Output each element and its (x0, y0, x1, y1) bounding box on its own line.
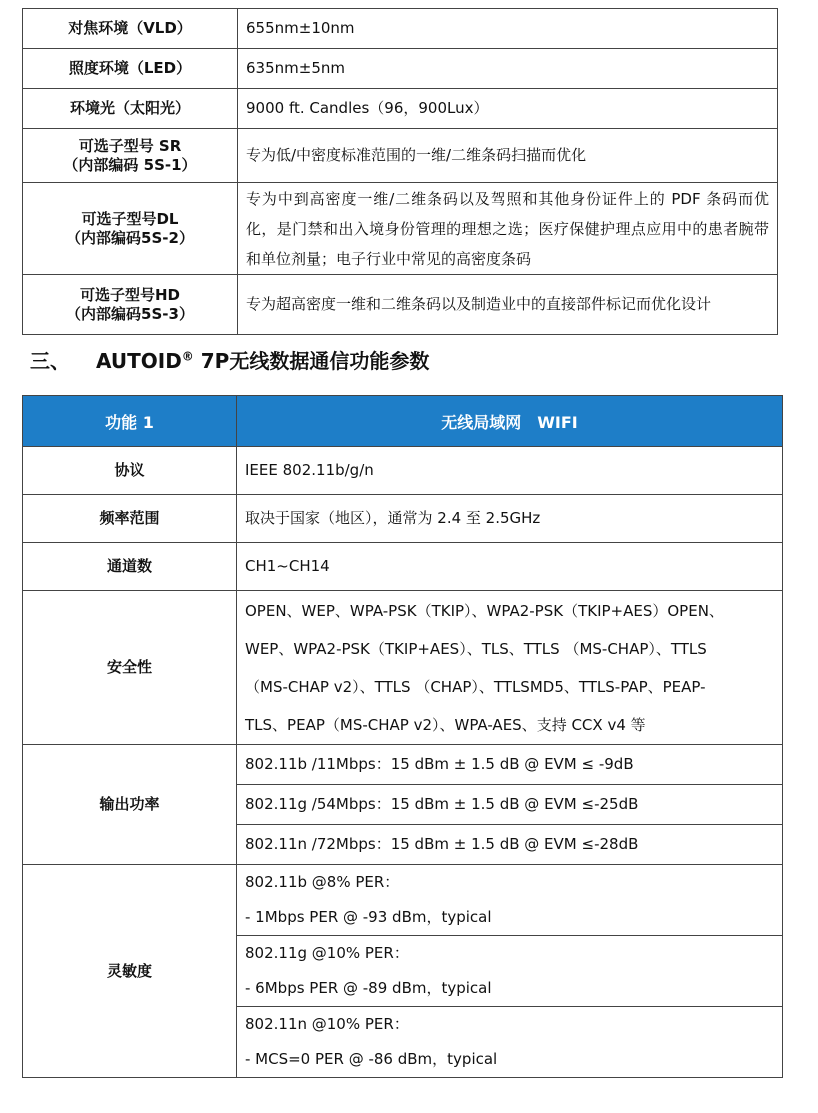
sensitivity-line1: 802.11n @10% PER： (245, 1015, 409, 1033)
table-row (23, 183, 778, 275)
security-label: 安全性 (23, 591, 237, 745)
sensitivity-value (237, 1007, 783, 1078)
output-power-label: 输出功率 (23, 745, 237, 865)
sensitivity-line2: - MCS=0 PER @ -86 dBm，typical (245, 1050, 498, 1068)
sensitivity-line1: 802.11b @8% PER： (245, 873, 400, 891)
row-label-line2: （内部编码5S-3） (66, 304, 194, 323)
sensitivity-line2: - 6Mbps PER @ -89 dBm，typical (245, 979, 492, 997)
sensitivity-line1: 802.11g @10% PER： (245, 944, 409, 962)
table-row (23, 543, 783, 591)
row-label (23, 275, 238, 335)
header-col2: 无线局域网 WIFI (237, 396, 783, 447)
table-header-row (23, 396, 783, 447)
spec-table (22, 8, 778, 335)
table-row (23, 495, 783, 543)
row-label: 环境光（太阳光） (23, 89, 238, 129)
sensitivity-value (237, 865, 783, 936)
sensitivity-label: 灵敏度 (23, 865, 237, 1078)
brand-name: AUTOID (96, 349, 182, 373)
row-label-line1: 可选子型号HD (79, 285, 180, 304)
sensitivity-value (237, 936, 783, 1007)
row-label: 对焦环境（VLD） (23, 9, 238, 49)
output-power-value: 802.11b /11Mbps：15 dBm ± 1.5 dB @ EVM ≤ -9dB (237, 745, 783, 785)
sensitivity-line2: - 1Mbps PER @ -93 dBm，typical (245, 908, 492, 926)
security-value (237, 591, 783, 745)
header-col1: 功能 1 (23, 396, 237, 447)
table-row (23, 129, 778, 183)
security-line: WEP、WPA2-PSK（TKIP+AES）、TLS、TTLS （MS-CHAP）、TTLS (245, 639, 707, 658)
protocol-label: 协议 (23, 447, 237, 495)
security-line: OPEN、WEP、WPA-PSK（TKIP）、WPA2-PSK（TKIP+AES）OPEN、 (245, 601, 724, 620)
row-value: 专为中到高密度一维/二维条码以及驾照和其他身份证件上的 PDF 条码而优化，是门禁和出入境身份管理的理想之选；医疗保健护理点应用中的患者腕带和单位剂量；电子行业中常见的高密度条码 (238, 183, 778, 275)
row-label-line1: 可选子型号DL (81, 209, 179, 228)
table-row (23, 275, 778, 335)
row-label (23, 129, 238, 183)
security-line: TLS、PEAP（MS-CHAP v2）、WPA-AES、支持 CCX v4 等 (245, 715, 646, 734)
frequency-value: 取决于国家（地区），通常为 2.4 至 2.5GHz (237, 495, 783, 543)
output-power-value: 802.11g /54Mbps：15 dBm ± 1.5 dB @ EVM ≤-25dB (237, 785, 783, 825)
row-label-line2: （内部编码 5S-1） (63, 155, 197, 174)
row-label: 照度环境（LED） (23, 49, 238, 89)
table-row (23, 865, 783, 936)
table-row (23, 447, 783, 495)
security-line: （MS-CHAP v2）、TTLS （CHAP）、TTLSMD5、TTLS-PAP、PEAP- (245, 677, 706, 696)
row-label (23, 183, 238, 275)
table-row (23, 745, 783, 785)
registered-mark: ® (181, 349, 194, 364)
table-row (23, 49, 778, 89)
wifi-table (22, 395, 783, 1078)
row-label-line2: （内部编码5S-2） (66, 228, 194, 247)
table-row (23, 9, 778, 49)
row-label-line1: 可选子型号 SR (78, 136, 182, 155)
row-value: 专为超高密度一维和二维条码以及制造业中的直接部件标记而优化设计 (238, 275, 778, 335)
protocol-value: IEEE 802.11b/g/n (237, 447, 783, 495)
row-value: 655nm±10nm (238, 9, 778, 49)
channels-value: CH1~CH14 (237, 543, 783, 591)
section-number: 三、 (30, 349, 70, 373)
table-row (23, 89, 778, 129)
frequency-label: 频率范围 (23, 495, 237, 543)
output-power-value: 802.11n /72Mbps：15 dBm ± 1.5 dB @ EVM ≤-28dB (237, 825, 783, 865)
row-value: 9000 ft. Candles（96，900Lux） (238, 89, 778, 129)
section-title: 7P无线数据通信功能参数 (200, 349, 430, 373)
row-value: 635nm±5nm (238, 49, 778, 89)
section-heading (30, 345, 429, 374)
table-row (23, 591, 783, 745)
row-value: 专为低/中密度标准范围的一维/二维条码扫描而优化 (238, 129, 778, 183)
channels-label: 通道数 (23, 543, 237, 591)
